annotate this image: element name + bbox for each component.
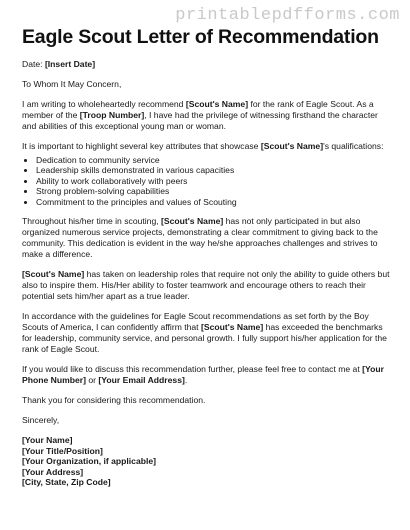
page-title: Eagle Scout Letter of Recommendation (22, 26, 379, 48)
qualities-list (22, 155, 394, 207)
scout-name-placeholder: [Scout's Name] (260, 141, 324, 151)
site-watermark: printablepdfforms.com (175, 6, 400, 25)
your-address-placeholder: [Your Address] (22, 466, 84, 477)
text: . (184, 375, 188, 386)
text: 's qualifications: (323, 141, 384, 151)
email-placeholder: [Your Email Address] (98, 375, 185, 386)
service-paragraph (22, 216, 394, 260)
letter-document (22, 26, 394, 488)
intro-paragraph (22, 99, 394, 132)
text: for the rank of Eagle Scout. As a member of the (22, 99, 374, 120)
list-item: • Commitment to the principles and values of Scouting (36, 197, 394, 207)
text: or (85, 375, 99, 386)
text: , I have had the privilege of witnessing firsthand the character and abilities of this exceptional young man or woman. (22, 110, 378, 131)
text: has taken on leadership roles that require not only the ability to guide others but also to inspire them. His/Her ability to foster teamwork and encourage others to reach their potential sets him/her apart as a true leader. (22, 269, 390, 302)
scout-name-placeholder: [Scout's Name] (22, 269, 85, 280)
affirmation-paragraph (22, 311, 394, 355)
list-item: • Strong problem-solving capabilities (36, 186, 394, 196)
troop-number-placeholder: [Troop Number] (79, 110, 145, 120)
list-item: • Ability to work collaboratively with peers (36, 176, 394, 186)
your-name-placeholder: [Your Name] (22, 435, 73, 446)
text: In accordance with the guidelines for Eagle Scout recommendations as set forth by the Boy Scouts of America, I can confidently affirm that (22, 311, 369, 333)
date-line (22, 59, 394, 70)
text: It is important to highlight several key attributes that showcase (22, 141, 261, 151)
leadership-paragraph (22, 269, 394, 302)
salutation: To Whom It May Concern, (22, 79, 122, 89)
date-label: Date: (22, 59, 45, 69)
phone-placeholder: [Your Phone Number] (22, 364, 384, 386)
your-title-placeholder: [Your Title/Position] (22, 445, 103, 456)
scout-name-placeholder: [Scout's Name] (200, 322, 264, 333)
closing-line: Sincerely, (22, 415, 60, 426)
list-item: • Leadership skills demonstrated in various capacities (36, 165, 394, 175)
list-item: • Dedication to community service (36, 155, 394, 165)
text: I am writing to wholeheartedly recommend (22, 99, 186, 109)
attributes-intro (22, 141, 394, 152)
contact-paragraph (22, 364, 394, 386)
scout-name-placeholder: [Scout's Name] (161, 216, 224, 227)
text: has not only participated in but also organized numerous service projects, demonstrating a clear commitment to giving back to the community. This dedication is evident in the way he/she approaches challenges and strives to make a difference. (22, 216, 378, 260)
scout-name-placeholder: [Scout's Name] (185, 99, 249, 109)
date-placeholder: [Insert Date] (44, 59, 96, 69)
your-organization-placeholder: [Your Organization, if applicable] (22, 456, 157, 467)
text: has exceeded the benchmarks for leadership, community service, and personal growth. I fully support his/her application for the rank of Eagle Scout. (22, 322, 387, 355)
city-state-zip-placeholder: [City, State, Zip Code] (22, 477, 111, 488)
text: If you would like to discuss this recommendation further, please feel free to contact me at (22, 364, 363, 375)
text: Throughout his/her time in scouting, (22, 216, 162, 227)
thanks-line: Thank you for considering this recommendation. (22, 395, 206, 406)
signature-block (22, 435, 394, 488)
